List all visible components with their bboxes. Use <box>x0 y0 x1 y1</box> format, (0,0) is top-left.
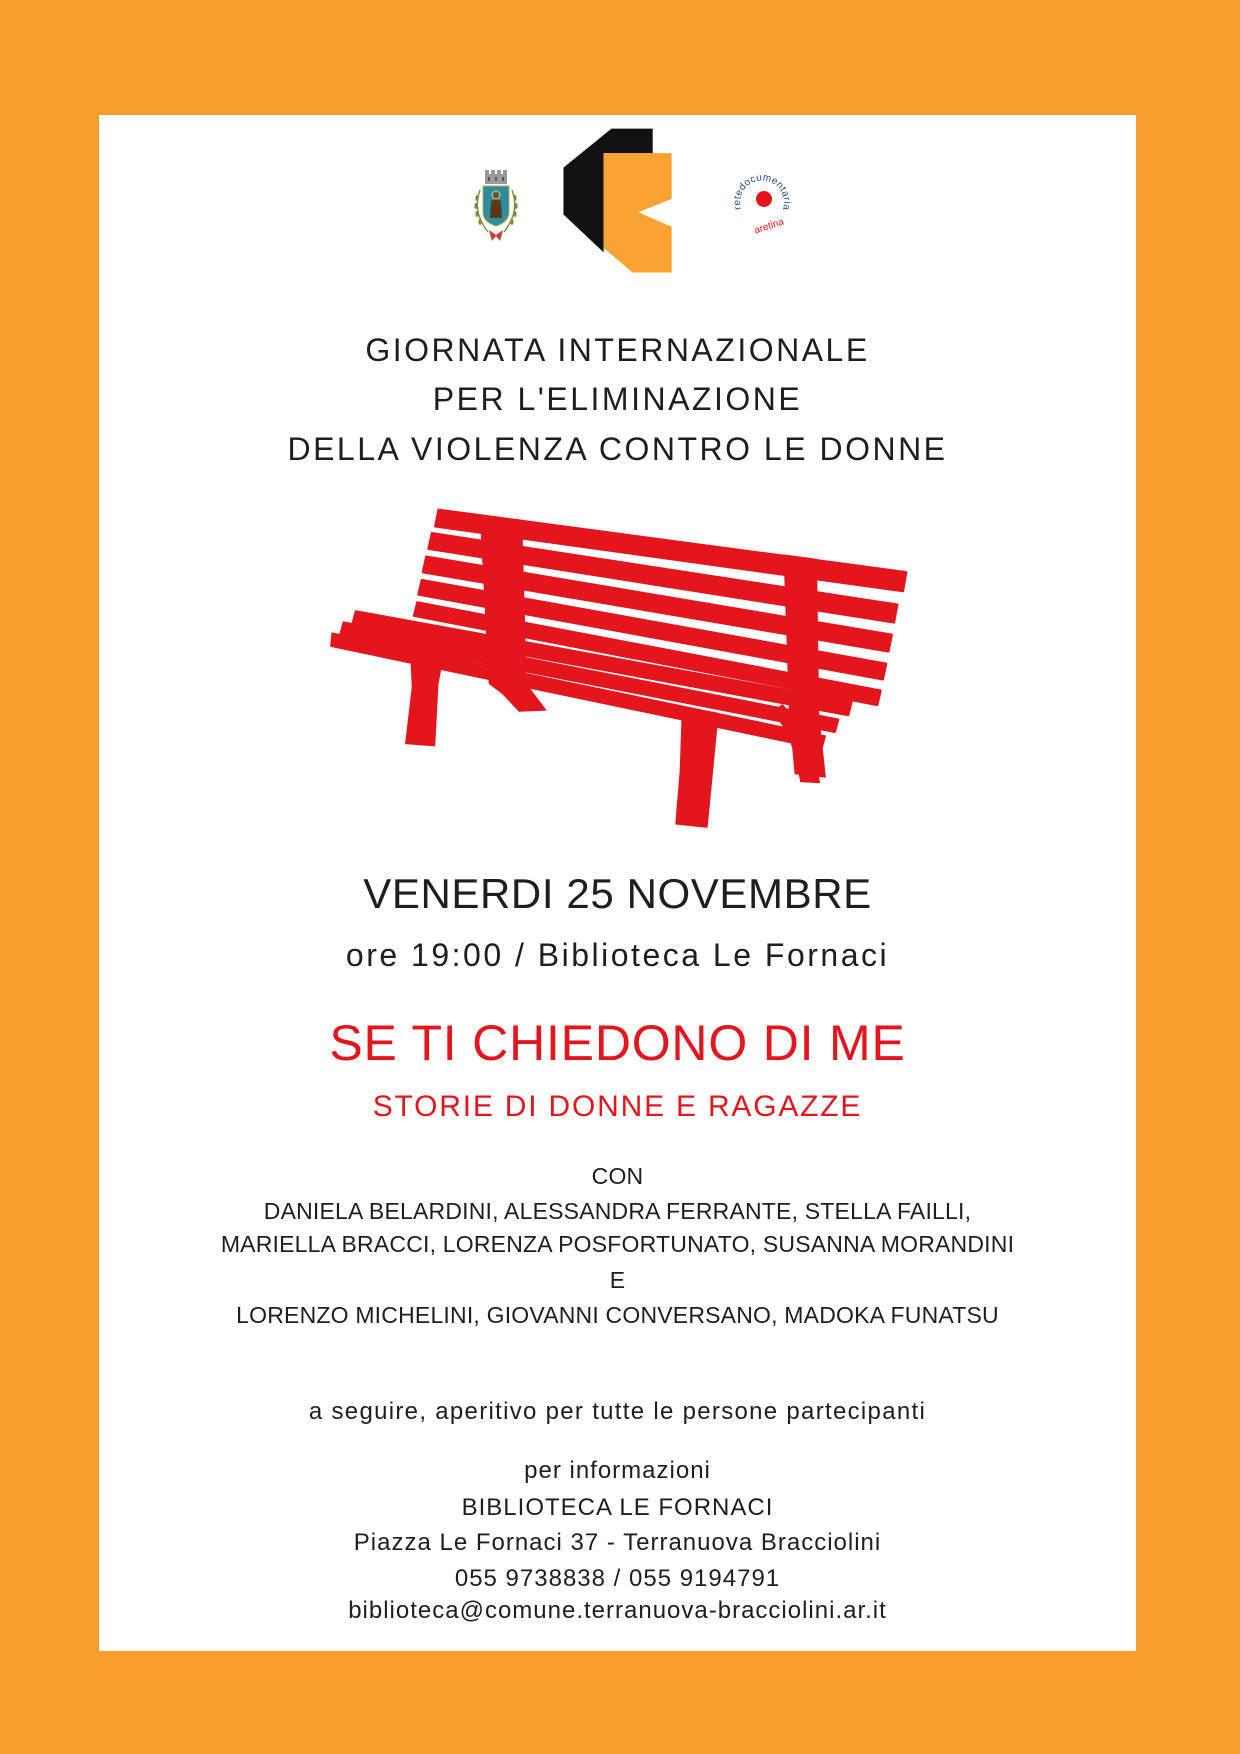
bench-right-front-leg <box>675 706 719 828</box>
cast-and-label: E <box>609 1267 626 1293</box>
after-note: a seguire, aperitivo per tutte le persone partecipanti <box>308 1398 927 1425</box>
logo-red-dot <box>756 191 772 207</box>
municipal-crest-icon <box>467 168 525 248</box>
crest-ribbon <box>489 230 503 241</box>
info-venue: BIBLIOTECA LE FORNACI <box>461 1494 774 1521</box>
info-address: Piazza Le Fornaci 37 - Terranuova Bracciolini <box>353 1529 882 1556</box>
rete-documentaria-logo-icon <box>724 169 800 237</box>
logo-ring-text: retedocumentaria <box>731 172 793 212</box>
show-title: SE TI CHIEDONO DI ME <box>329 1015 906 1071</box>
red-bench-icon <box>330 503 911 829</box>
info-phones: 055 9738838 / 055 9194791 <box>454 1565 781 1592</box>
info-email: biblioteca@comune.terranuova-bracciolini.ar.it <box>348 1597 887 1624</box>
logo-sub-text: aretina <box>752 216 786 237</box>
heading-line-3: DELLA VIOLENZA CONTRO LE DONNE <box>287 431 948 467</box>
cast-line: LORENZO MICHELINI, GIOVANNI CONVERSANO, MADOKA FUNATSU <box>236 1302 999 1328</box>
event-time-place: ore 19:00 / Biblioteca Le Fornaci <box>345 937 890 973</box>
heading-line-2: PER L'ELIMINAZIONE <box>432 381 803 417</box>
heading-line-1: GIORNATA INTERNAZIONALE <box>365 332 870 368</box>
cast-with-label: CON <box>591 1163 644 1189</box>
info-label: per informazioni <box>524 1457 711 1484</box>
poster-panel <box>99 115 1136 1651</box>
cast-line: DANIELA BELARDINI, ALESSANDRA FERRANTE, STELLA FAILLI, <box>263 1198 972 1224</box>
cast-line: MARIELLA BRACCI, LORENZA POSFORTUNATO, SUSANNA MORANDINI <box>220 1231 1015 1257</box>
crest-crown <box>485 170 507 184</box>
crest-figure <box>490 191 502 218</box>
show-subtitle: STORIE DI DONNE E RAGAZZE <box>372 1090 863 1123</box>
logo-orange-shape <box>604 153 672 272</box>
event-date: VENERDI 25 NOVEMBRE <box>363 870 872 917</box>
bench-left-front-leg <box>405 638 446 746</box>
angular-c-logo-icon <box>559 125 675 275</box>
